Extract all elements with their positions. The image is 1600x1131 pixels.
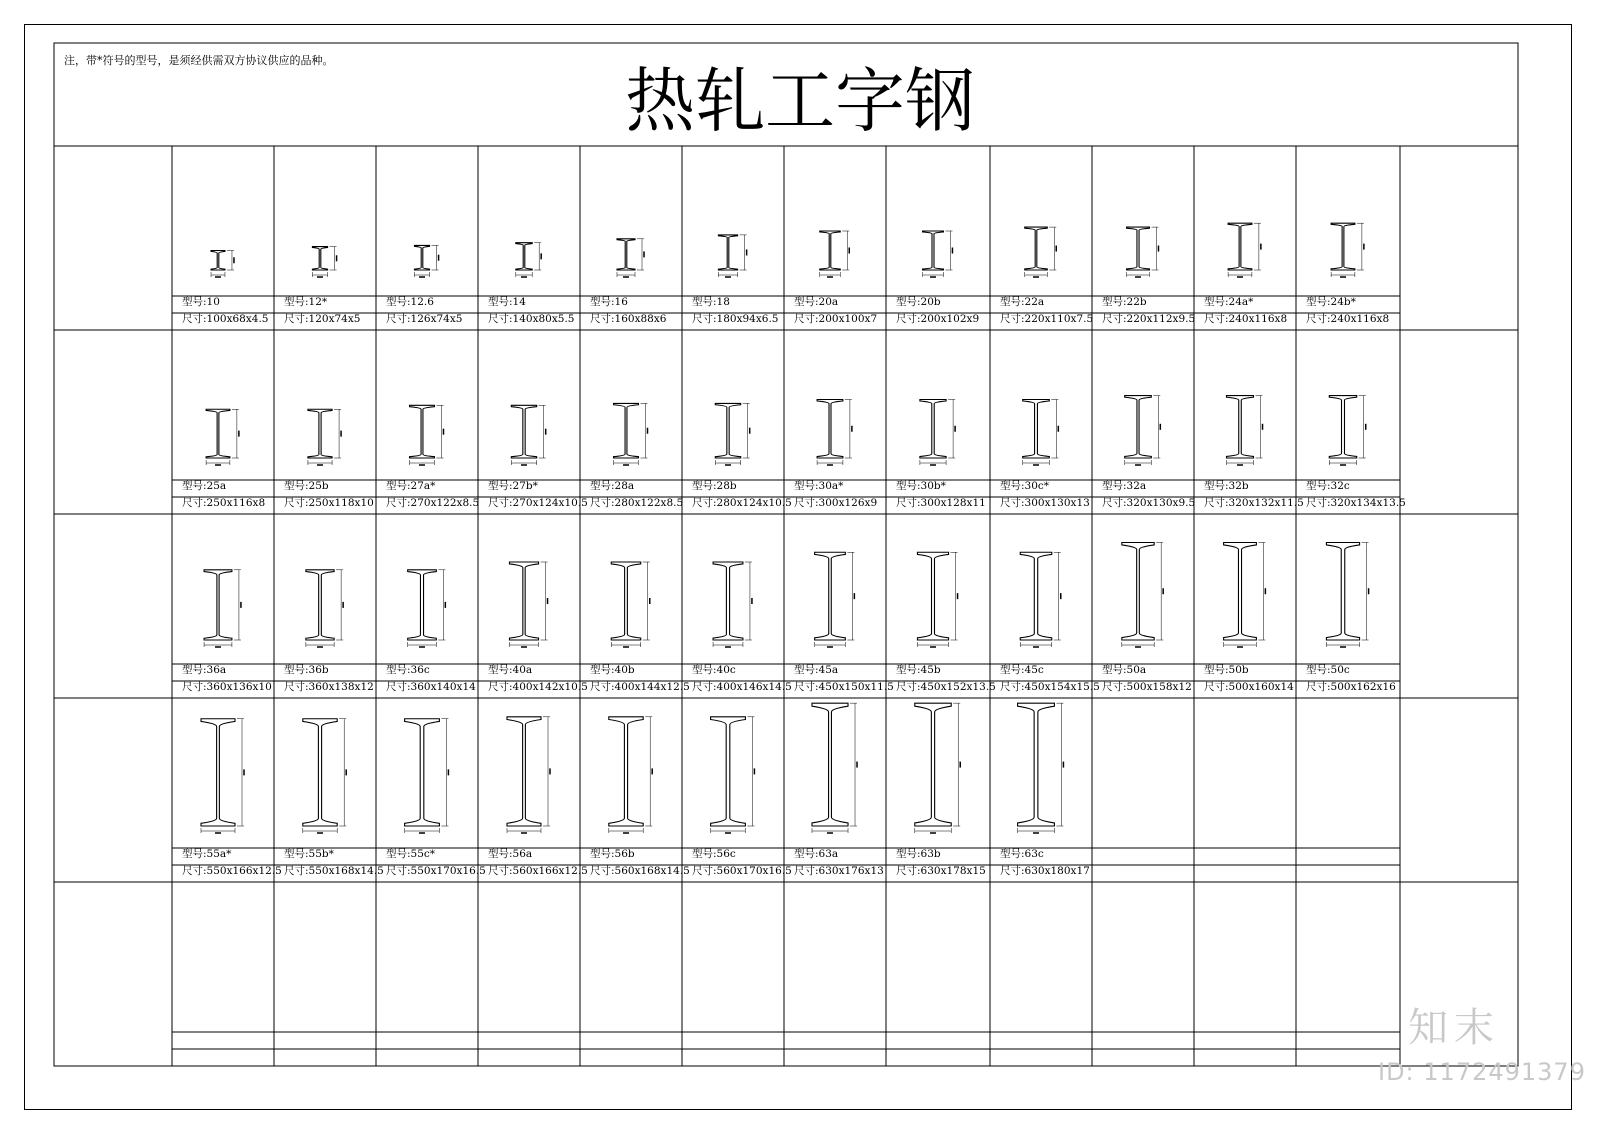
size-label: 尺寸:400x146x14.5 <box>692 681 792 693</box>
ibeam-18-icon <box>718 235 737 270</box>
ibeam-63a-icon <box>812 703 848 826</box>
model-label: 型号:30b* <box>896 480 946 492</box>
ibeam-27a-star-icon <box>410 405 435 458</box>
model-label: 型号:55a* <box>182 848 232 860</box>
model-label: 型号:27a* <box>386 480 436 492</box>
model-label: 型号:50a <box>1102 664 1147 676</box>
size-label: 尺寸:500x158x12 <box>1102 681 1192 693</box>
model-label: 型号:32a <box>1102 480 1147 492</box>
size-label: 尺寸:220x110x7.5 <box>1000 313 1094 325</box>
size-label: 尺寸:126x74x5 <box>386 313 463 325</box>
size-label: 尺寸:400x142x10.5 <box>488 681 588 693</box>
ibeam-45a-icon <box>815 552 846 640</box>
model-label: 型号:20a <box>794 296 839 308</box>
model-label: 型号:56a <box>488 848 533 860</box>
model-label: 型号:56c <box>692 848 736 860</box>
ibeam-22b-icon <box>1127 227 1150 270</box>
model-label: 型号:22b <box>1102 296 1147 308</box>
model-label: 型号:14 <box>488 296 526 308</box>
ibeam-16-icon <box>617 239 635 270</box>
ibeam-56b-icon <box>609 717 643 826</box>
ibeam-50a-icon <box>1122 543 1154 641</box>
model-label: 型号:50c <box>1306 664 1350 676</box>
ibeam-25b-icon <box>308 409 332 458</box>
size-label: 尺寸:400x144x12.5 <box>590 681 690 693</box>
size-label: 尺寸:550x166x12.5 <box>182 865 282 877</box>
model-label: 型号:24b* <box>1306 296 1356 308</box>
ibeam-55b-star-icon <box>303 719 337 826</box>
size-label: 尺寸:220x112x9.5 <box>1102 313 1196 325</box>
size-label: 尺寸:280x124x10.5 <box>692 497 792 509</box>
size-label: 尺寸:630x180x17 <box>1000 865 1090 877</box>
ibeam-14-icon <box>516 243 532 270</box>
model-label: 型号:32c <box>1306 480 1350 492</box>
page-title: 热轧工字钢 <box>625 60 975 142</box>
ibeam-40b-icon <box>611 562 640 640</box>
ibeam-25a-icon <box>206 409 230 458</box>
size-label: 尺寸:550x168x14.5 <box>284 865 384 877</box>
size-label: 尺寸:360x136x10 <box>182 681 272 693</box>
size-label: 尺寸:630x176x13 <box>794 865 884 877</box>
size-label: 尺寸:250x118x10 <box>284 497 374 509</box>
model-label: 型号:45b <box>896 664 941 676</box>
ibeam-56c-icon <box>711 717 746 826</box>
model-label: 型号:27b* <box>488 480 538 492</box>
size-label: 尺寸:500x162x16 <box>1306 681 1396 693</box>
ibeam-45b-icon <box>917 552 948 640</box>
watermark-logo: 知末 <box>1408 1005 1500 1051</box>
size-label: 尺寸:120x74x5 <box>284 313 361 325</box>
model-label: 型号:55c* <box>386 848 436 860</box>
model-label: 型号:28b <box>692 480 737 492</box>
ibeam-30c-star-icon <box>1023 400 1050 459</box>
size-label: 尺寸:560x168x14.5 <box>590 865 690 877</box>
model-label: 型号:12* <box>284 296 328 308</box>
model-label: 型号:25b <box>284 480 329 492</box>
model-label: 型号:16 <box>590 296 628 308</box>
ibeam-56a-icon <box>507 717 541 826</box>
ibeam-24a-star-icon <box>1228 223 1252 270</box>
size-label: 尺寸:270x122x8.5 <box>386 497 480 509</box>
model-label: 型号:25a <box>182 480 227 492</box>
size-label: 尺寸:240x116x8 <box>1204 313 1288 325</box>
ibeam-63c-icon <box>1018 703 1055 826</box>
model-label: 型号:10 <box>182 296 220 308</box>
ibeam-20b-icon <box>923 231 944 270</box>
size-label: 尺寸:100x68x4.5 <box>182 313 269 325</box>
size-label: 尺寸:560x170x16.5 <box>692 865 792 877</box>
size-label: 尺寸:360x140x14 <box>386 681 476 693</box>
ibeam-28b-icon <box>715 403 740 458</box>
size-label: 尺寸:550x170x16.5 <box>386 865 486 877</box>
model-label: 型号:45c <box>1000 664 1044 676</box>
ibeam-30b-star-icon <box>920 400 946 459</box>
watermark-id: ID: 1172491379 <box>1378 1058 1586 1086</box>
size-label: 尺寸:450x154x15.5 <box>1000 681 1100 693</box>
ibeam-28a-icon <box>614 403 639 458</box>
ibeam-10-icon <box>211 251 225 271</box>
size-label: 尺寸:320x132x11.5 <box>1204 497 1304 509</box>
size-label: 尺寸:200x102x9 <box>896 313 980 325</box>
size-label: 尺寸:630x178x15 <box>896 865 986 877</box>
ibeam-36b-icon <box>306 570 334 640</box>
model-label: 型号:63a <box>794 848 839 860</box>
model-label: 型号:30a* <box>794 480 844 492</box>
ibeam-50b-icon <box>1224 543 1257 641</box>
model-label: 型号:56b <box>590 848 635 860</box>
ibeam-32b-icon <box>1226 396 1253 458</box>
size-label: 尺寸:200x100x7 <box>794 313 878 325</box>
model-label: 型号:63c <box>1000 848 1044 860</box>
model-label: 型号:24a* <box>1204 296 1254 308</box>
size-label: 尺寸:280x122x8.5 <box>590 497 684 509</box>
note-text: 注，带*符号的型号，是须经供需双方协议供应的品种。 <box>64 54 334 67</box>
model-label: 型号:12.6 <box>386 296 434 308</box>
ibeam-36c-icon <box>408 570 437 640</box>
model-label: 型号:28a <box>590 480 635 492</box>
model-label: 型号:45a <box>794 664 839 676</box>
ibeam-30a-star-icon <box>817 400 843 459</box>
ibeam-55a-star-icon <box>201 719 235 826</box>
ibeam-20a-icon <box>820 231 840 270</box>
size-label: 尺寸:500x160x14 <box>1204 681 1294 693</box>
ibeam-50c-icon <box>1326 543 1359 641</box>
model-label: 型号:40a <box>488 664 533 676</box>
size-label: 尺寸:180x94x6.5 <box>692 313 779 325</box>
size-label: 尺寸:300x126x9 <box>794 497 878 509</box>
ibeam-27b-star-icon <box>511 405 536 458</box>
ibeam-55c-star-icon <box>405 719 440 826</box>
model-label: 型号:40b <box>590 664 635 676</box>
size-label: 尺寸:450x152x13.5 <box>896 681 996 693</box>
size-label: 尺寸:250x116x8 <box>182 497 266 509</box>
model-label: 型号:36c <box>386 664 430 676</box>
model-label: 型号:32b <box>1204 480 1249 492</box>
model-label: 型号:40c <box>692 664 736 676</box>
size-label: 尺寸:270x124x10.5 <box>488 497 588 509</box>
ibeam-40a-icon <box>509 562 538 640</box>
size-label: 尺寸:320x134x13.5 <box>1306 497 1406 509</box>
size-label: 尺寸:560x166x12.5 <box>488 865 588 877</box>
ibeam-32c-icon <box>1329 396 1356 458</box>
ibeam-12-star-icon <box>312 247 327 270</box>
size-label: 尺寸:450x150x11.5 <box>794 681 894 693</box>
model-label: 型号:63b <box>896 848 941 860</box>
size-label: 尺寸:140x80x5.5 <box>488 313 575 325</box>
ibeam-32a-icon <box>1125 396 1152 458</box>
size-label: 尺寸:240x116x8 <box>1306 313 1390 325</box>
model-label: 型号:55b* <box>284 848 334 860</box>
size-label: 尺寸:160x88x6 <box>590 313 667 325</box>
model-label: 型号:30c* <box>1000 480 1050 492</box>
size-label: 尺寸:320x130x9.5 <box>1102 497 1196 509</box>
model-label: 型号:22a <box>1000 296 1045 308</box>
size-label: 尺寸:360x138x12 <box>284 681 374 693</box>
model-label: 型号:20b <box>896 296 941 308</box>
size-label: 尺寸:300x130x13 <box>1000 497 1090 509</box>
model-label: 型号:50b <box>1204 664 1249 676</box>
ibeam-40c-icon <box>713 562 743 640</box>
ibeam-22a-icon <box>1025 227 1048 270</box>
ibeam-36a-icon <box>204 570 232 640</box>
ibeam-12-6-icon <box>414 245 429 270</box>
ibeam-24b-star-icon <box>1331 223 1355 270</box>
model-label: 型号:36b <box>284 664 329 676</box>
ibeam-45c-icon <box>1020 552 1052 640</box>
model-label: 型号:36a <box>182 664 227 676</box>
ibeam-63b-icon <box>915 703 951 826</box>
size-label: 尺寸:300x128x11 <box>896 497 986 509</box>
model-label: 型号:18 <box>692 296 730 308</box>
